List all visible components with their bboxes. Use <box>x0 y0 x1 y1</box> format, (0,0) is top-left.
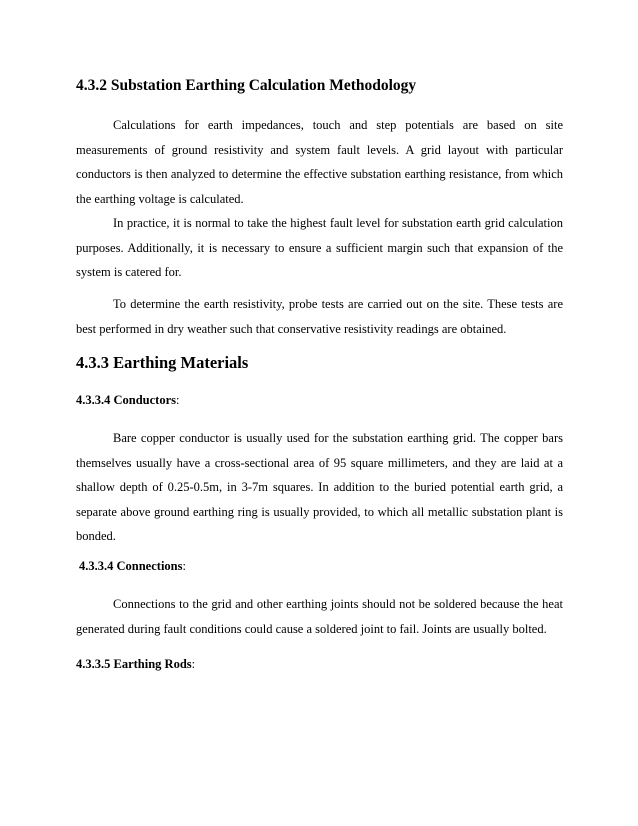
heading-connections <box>79 559 186 574</box>
heading-earthing-rods-label: 4.3.3.5 Earthing Rods <box>76 657 192 671</box>
heading-conductors <box>76 393 180 408</box>
heading-earthing-rods-colon: : <box>191 657 196 671</box>
paragraph-in-practice: In practice, it is normal to take the highest fault level for substation earth grid calculation purposes. Additionally, it is necessary to ensure a sufficient margin such that expansion of the system is catered for. <box>76 216 563 280</box>
paragraph-conductors: Bare copper conductor is usually used for the substation earthing grid. The copper bars themselves usually have a cross-sectional area of 95 square millimeters, and they are laid at a shallow depth of 0.25-0.5m, in 3-7m squares. In addition to the buried potential earth grid, a separate above ground earthing ring is usually provided, to which all metallic substation plant is bonded. <box>76 431 563 544</box>
paragraph-connections: Connections to the grid and other earthing joints should not be soldered because the heat generated during fault conditions could cause a soldered joint to fail. Joints are usually bolted. <box>76 597 563 636</box>
heading-conductors-colon: : <box>176 393 180 407</box>
paragraph-calculations: Calculations for earth impedances, touch and step potentials are based on site measurements of ground resistivity and system fault levels. A grid layout with particular conductors is then analyzed to determine the effective substation earthing resistance, from which the earthing voltage is calculated. <box>76 118 563 206</box>
heading-earthing-materials: 4.3.3 Earthing Materials <box>76 353 249 372</box>
paragraph-earth-resistivity: To determine the earth resistivity, probe tests are carried out on the site. These tests are best performed in dry weather such that conservative resistivity readings are obtained. <box>76 297 563 336</box>
heading-earthing-rods <box>76 657 195 672</box>
heading-conductors-label: 4.3.3.4 Conductors <box>76 393 177 407</box>
heading-substation-earthing-calculation: 4.3.2 Substation Earthing Calculation Methodology <box>76 77 417 94</box>
heading-connections-label: 4.3.3.4 Connections <box>79 559 183 573</box>
heading-connections-colon: : <box>182 559 186 573</box>
